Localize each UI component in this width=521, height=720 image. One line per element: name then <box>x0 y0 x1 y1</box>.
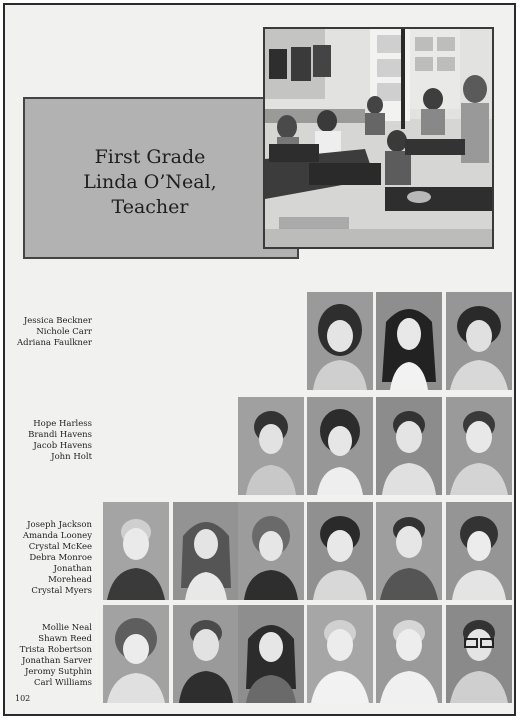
student-portrait <box>446 605 512 703</box>
classroom-photo-illustration <box>265 29 492 247</box>
student-portrait <box>307 397 373 495</box>
name-list-row-4 <box>5 623 92 689</box>
student-name: Brandi Havens <box>28 430 92 440</box>
student-portrait <box>238 502 304 600</box>
student-name: Carl Williams <box>33 678 92 688</box>
name-list-row-1 <box>5 316 92 349</box>
name-list-row-3 <box>5 520 92 597</box>
student-name: Crystal McKee <box>28 542 92 552</box>
student-portrait <box>307 292 373 390</box>
student-name: Crystal Myers <box>31 586 92 596</box>
student-name: Jonathan Sarver <box>21 656 92 666</box>
student-name: John Holt <box>51 452 92 462</box>
student-name: Jonathan <box>53 564 92 574</box>
student-portrait <box>173 502 239 600</box>
student-name: Jacob Havens <box>33 441 92 451</box>
title-line-role: Teacher <box>111 196 189 218</box>
student-portrait <box>238 605 304 703</box>
student-portrait <box>446 397 512 495</box>
student-portrait <box>307 605 373 703</box>
class-title <box>25 145 275 220</box>
title-line-teacher-name: Linda O’Neal, <box>83 171 217 193</box>
student-name: Nichole Carr <box>36 327 92 337</box>
title-line-grade: First Grade <box>94 146 206 168</box>
classroom-photo <box>263 27 494 249</box>
student-portrait <box>376 605 442 703</box>
student-portrait <box>307 502 373 600</box>
name-list-row-2 <box>5 419 92 463</box>
student-portrait <box>446 292 512 390</box>
student-name: Shawn Reed <box>38 634 92 644</box>
student-name: Jeromy Sutphin <box>24 667 92 677</box>
student-portrait <box>446 502 512 600</box>
student-portrait <box>173 605 239 703</box>
yearbook-page <box>3 3 516 716</box>
student-name: Adriana Faulkner <box>17 338 92 348</box>
student-portrait <box>376 502 442 600</box>
student-name: Mollie Neal <box>42 623 92 633</box>
student-portrait <box>238 397 304 495</box>
student-name: Amanda Looney <box>22 531 92 541</box>
student-name: Jessica Beckner <box>23 316 92 326</box>
student-portrait <box>103 605 169 703</box>
student-portrait <box>376 292 442 390</box>
student-portrait <box>103 502 169 600</box>
student-portrait <box>376 397 442 495</box>
student-name: Morehead <box>48 575 92 585</box>
student-name: Hope Harless <box>33 419 92 429</box>
title-panel <box>23 97 299 259</box>
page-number: 102 <box>15 694 31 703</box>
student-name: Joseph Jackson <box>27 520 92 530</box>
student-name: Trista Robertson <box>19 645 92 655</box>
student-name: Debra Monroe <box>29 553 92 563</box>
